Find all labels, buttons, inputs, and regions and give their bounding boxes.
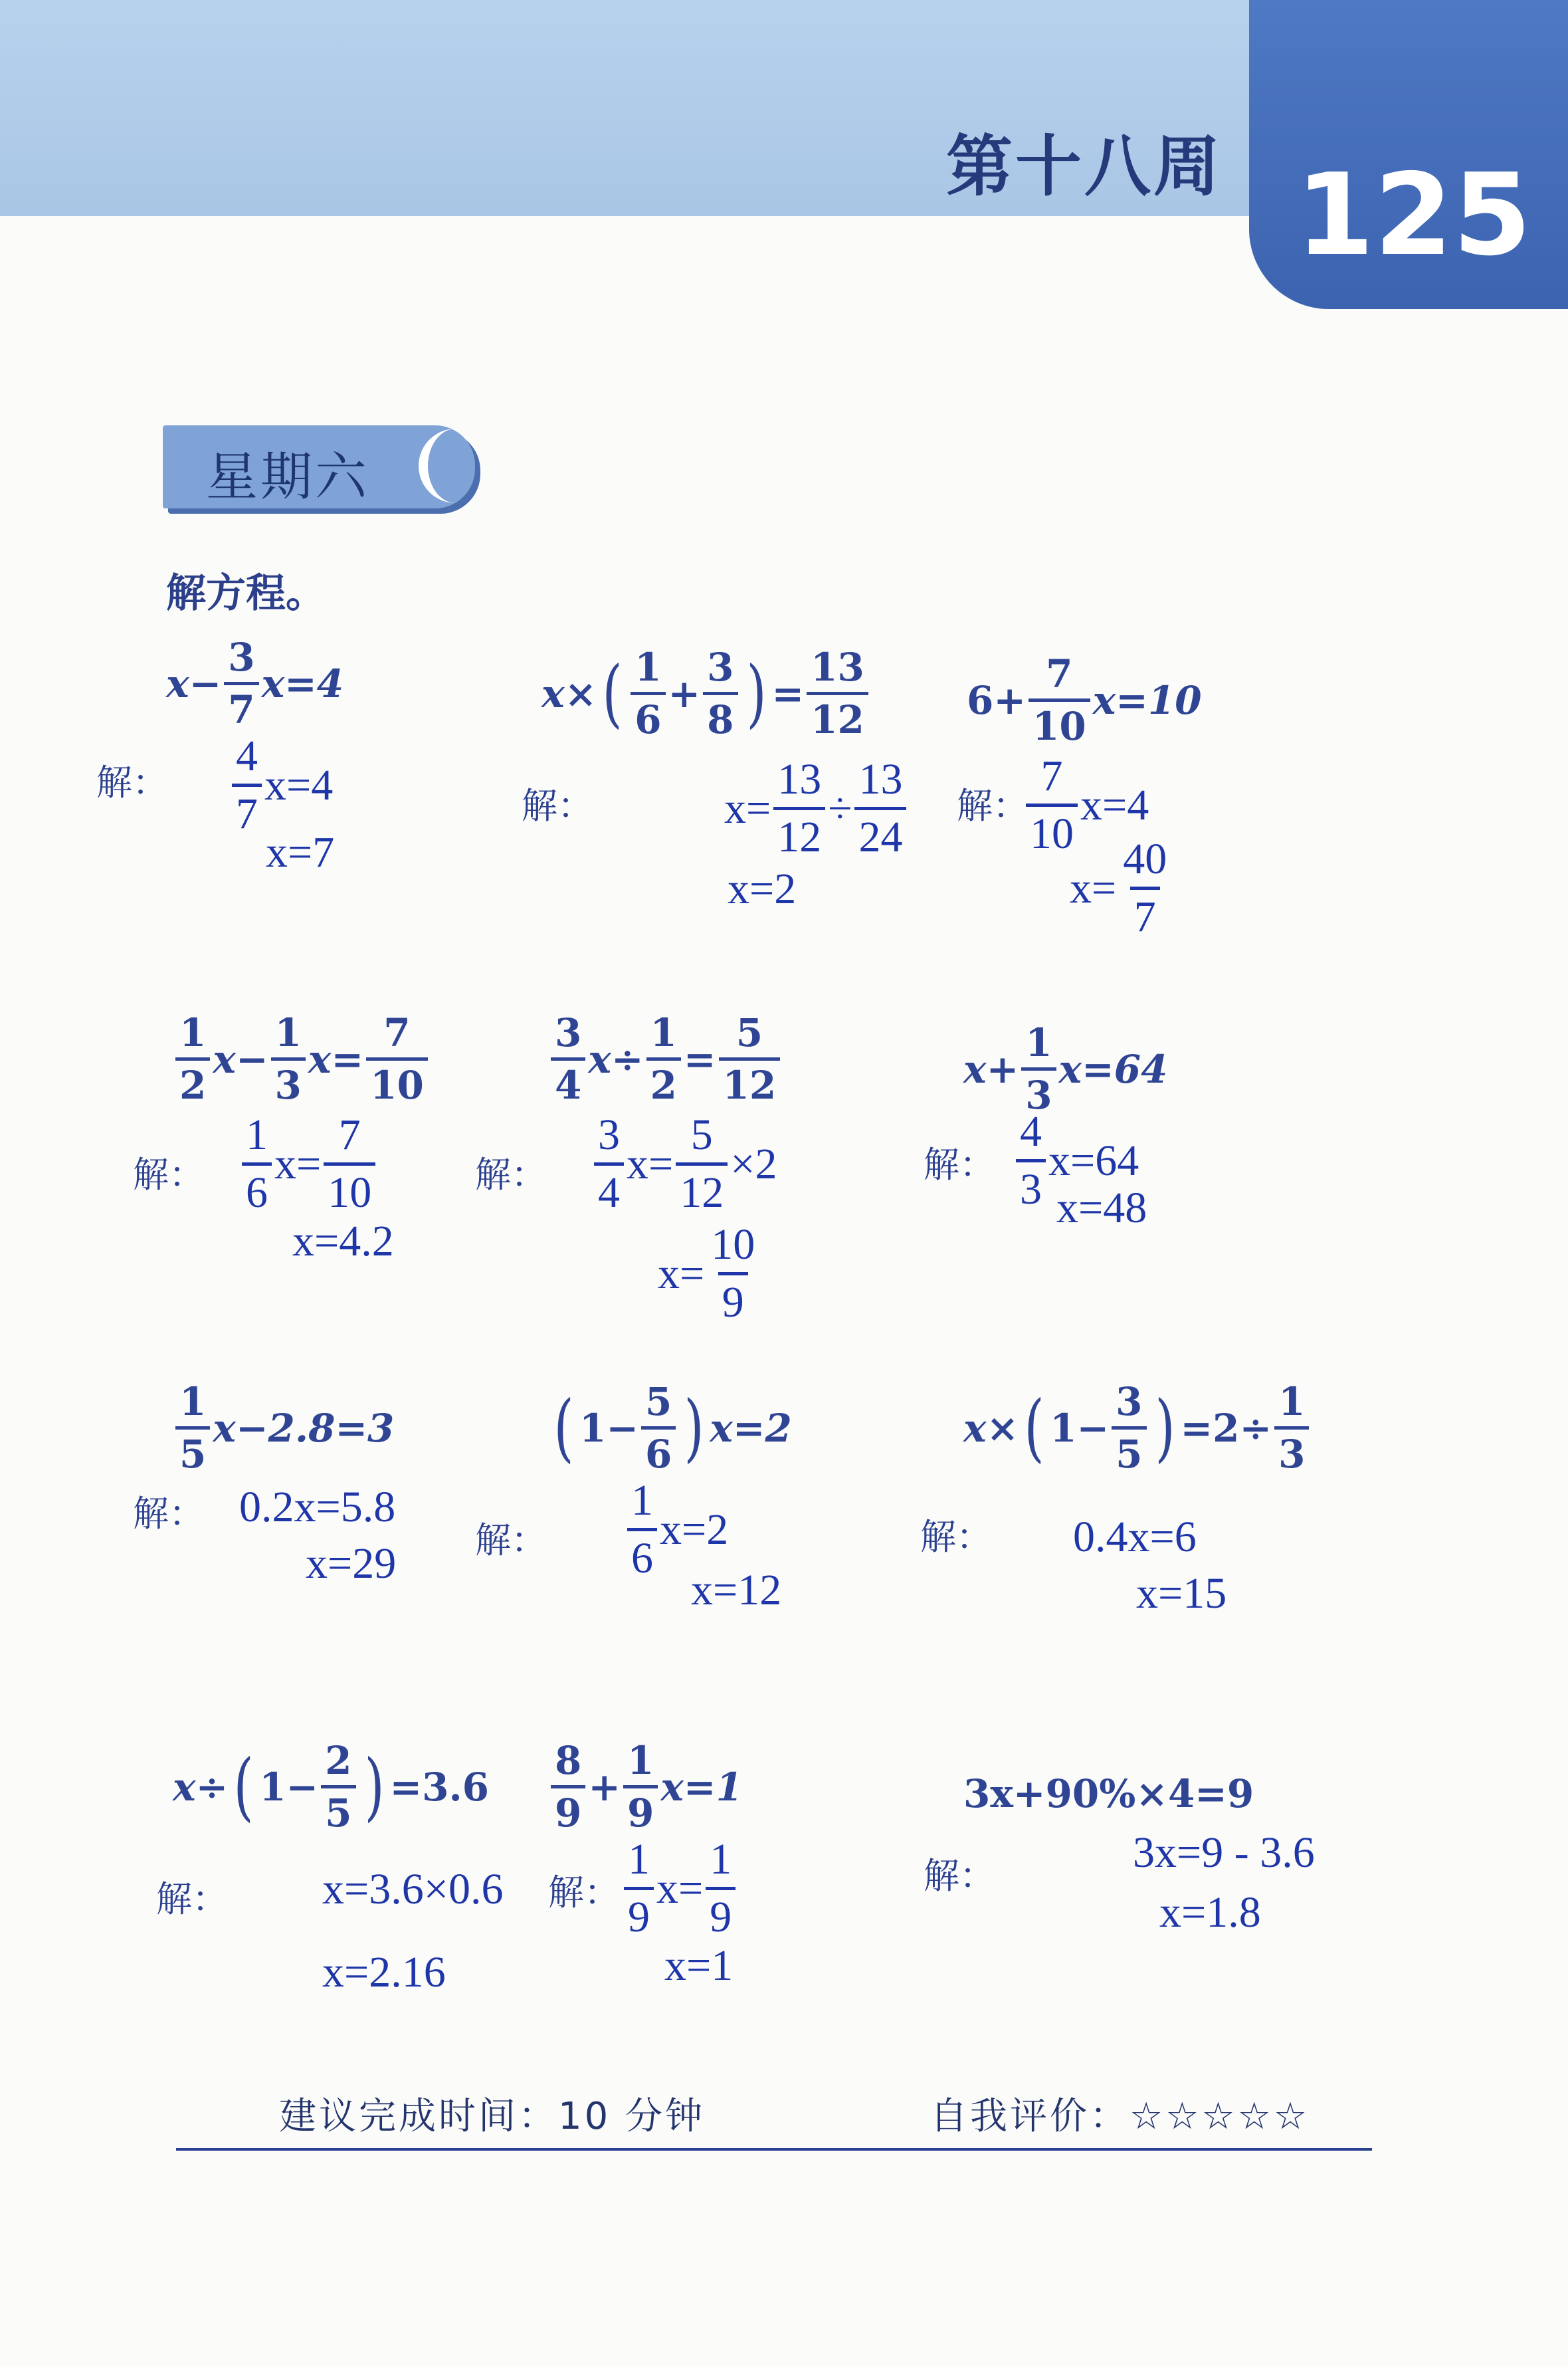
footer-divider: [176, 2148, 1372, 2151]
problem-3-jie-label: 解：: [957, 785, 1029, 827]
problem-6-equation: x+ $\frac{1}{3}$ x=64: [963, 1020, 1168, 1118]
problem-7-answer-step-1: 0.2x=5.8: [239, 1483, 396, 1531]
problem-12-jie-label: 解：: [924, 1855, 995, 1897]
problem-8-equation: ( 1− $\frac{5}{6}$ ) x=2: [553, 1379, 792, 1477]
problem-6-answer-step-2: x=48: [1056, 1184, 1147, 1232]
problem-9-answer-step-2: x=15: [1136, 1569, 1227, 1618]
self-evaluation-label: 自我评价：: [930, 2095, 1129, 2138]
problem-5-jie-label: 解：: [475, 1154, 547, 1196]
problem-2-jie-label: 解：: [522, 785, 593, 827]
problem-9-equation: x× ( 1− $\frac{3}{5}$ ) =2÷ $\frac{1}{3}$: [963, 1382, 1312, 1473]
problem-11-jie-label: 解：: [548, 1872, 620, 1913]
problem-7-equation: $\frac{1}{5}$ x−2.8=3: [173, 1382, 394, 1473]
problem-1-jie-label: 解：: [96, 762, 168, 804]
page-number: 125: [1296, 150, 1531, 281]
problem-1-answer-step-2: x=7: [266, 828, 335, 877]
problem-10-equation: x÷ ( 1− $\frac{2}{5}$ ) =3.6: [173, 1738, 490, 1836]
problem-12-answer-step-2: x=1.8: [1159, 1888, 1261, 1937]
problem-10-jie-label: 解：: [156, 1878, 228, 1920]
problem-2-answer-step-1: x= $\frac{13}{12}$ ÷ $\frac{13}{24}$: [724, 758, 909, 859]
problem-8-answer-step-2: x=12: [691, 1566, 782, 1614]
problem-7-jie-label: 解：: [133, 1493, 205, 1535]
problem-7-answer-step-2: x=29: [306, 1539, 397, 1588]
problem-9-answer-step-1: 0.4x=6: [1073, 1513, 1197, 1561]
problem-5-answer-step-2: x= $\frac{10}{9}$: [658, 1220, 755, 1327]
problem-10-answer-step-2: x=2.16: [322, 1948, 446, 1996]
problem-4-jie-label: 解：: [133, 1154, 205, 1196]
problem-5-answer-step-1: $\frac{3}{4}$ x= $\frac{5}{12}$ ×2: [591, 1113, 777, 1215]
problem-10-answer-step-1: x=3.6×0.6: [322, 1865, 504, 1913]
problem-8-jie-label: 解：: [475, 1519, 547, 1561]
problem-6-jie-label: 解：: [924, 1144, 995, 1186]
problem-3-answer-step-1: $\frac{7}{10}$ x=4: [1023, 754, 1149, 856]
problem-11-answer-step-2: x=1: [664, 1941, 734, 1990]
problem-1-answer-step-1: $\frac{4}{7}$ x=4: [229, 734, 333, 836]
problem-6-answer-step-1: $\frac{4}{3}$ x=64: [1013, 1110, 1139, 1212]
problem-1-equation: x− $\frac{3}{7}$ x=4: [166, 635, 344, 732]
problem-4-answer-step-1: $\frac{1}{6}$ x= $\frac{7}{10}$: [239, 1113, 378, 1215]
problem-11-answer-step-1: $\frac{1}{9}$ x= $\frac{1}{9}$: [621, 1838, 738, 1939]
problem-12-answer-step-1: 3x=9 - 3.6: [1133, 1828, 1315, 1877]
suggested-time: 建议完成时间：10 分钟: [279, 2095, 706, 2138]
problem-2-equation: x× ( $\frac{1}{6}$ + $\frac{3}{8}$ ) = $\frac{13}{12}$: [541, 648, 871, 739]
problem-2-answer-step-2: x=2: [728, 865, 797, 913]
rating-stars-icon[interactable]: ☆☆☆☆☆: [1129, 2095, 1310, 2138]
problem-4-answer-step-2: x=4.2: [292, 1217, 394, 1265]
problem-5-equation: $\frac{3}{4}$ x÷ $\frac{1}{2}$ = $\frac{5}{12}$: [548, 1014, 783, 1105]
problem-11-equation: $\frac{8}{9}$ + $\frac{1}{9}$ x=1: [548, 1741, 743, 1832]
problem-3-equation: 6+ $\frac{7}{10}$ x=10: [967, 651, 1202, 749]
problem-3-answer-step-2: x= $\frac{40}{7}$: [1070, 835, 1167, 941]
self-evaluation: [930, 2087, 1310, 2140]
problem-12-equation: 3x+90%×4=9: [963, 1771, 1254, 1816]
problem-4-equation: $\frac{1}{2}$ x− $\frac{1}{3}$ x= $\frac{7}{10}$: [173, 1014, 431, 1105]
week-title: 第十八周: [946, 128, 1223, 205]
problem-8-answer-step-1: $\frac{1}{6}$ x=2: [625, 1479, 728, 1580]
instruction: 解方程。: [166, 570, 326, 617]
problem-9-jie-label: 解：: [920, 1516, 992, 1558]
day-label: 星期六: [206, 447, 370, 507]
